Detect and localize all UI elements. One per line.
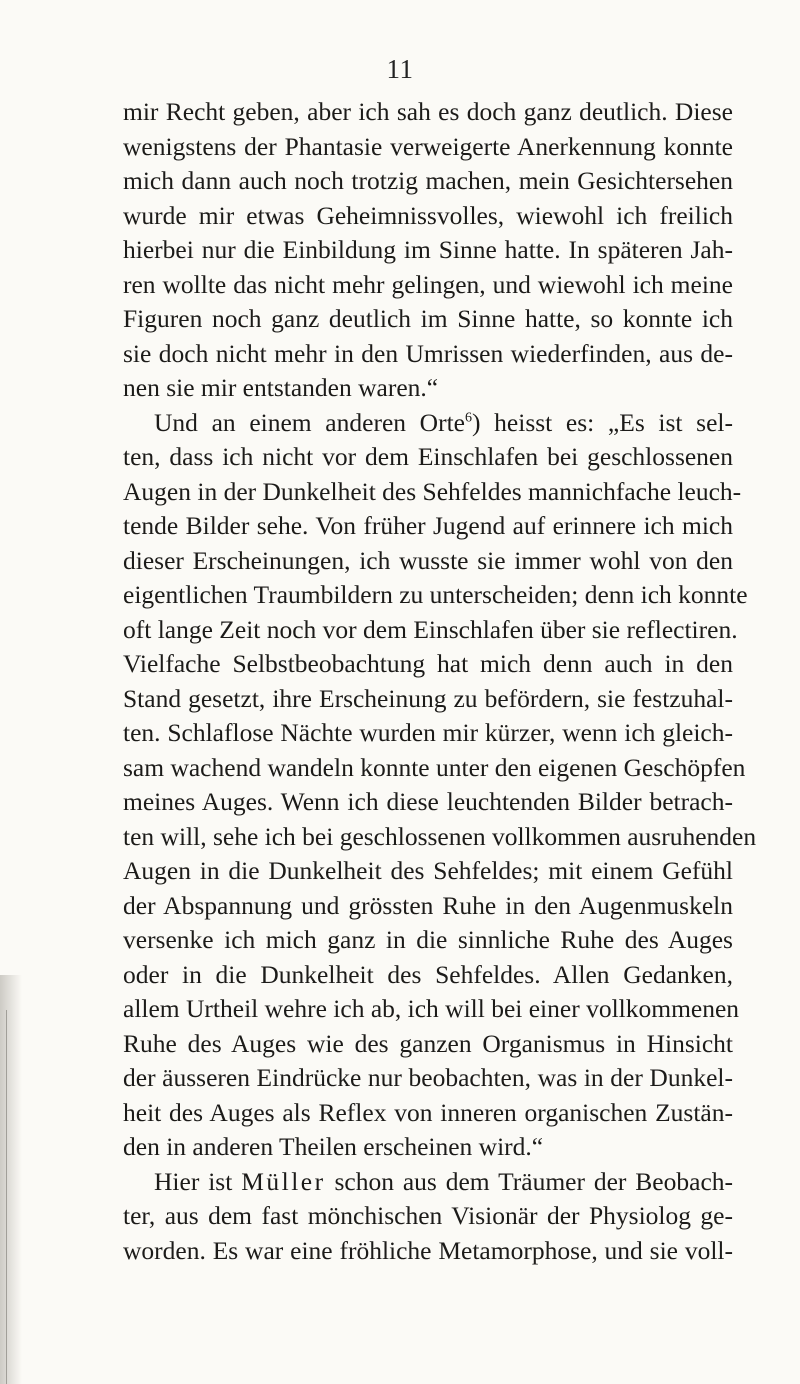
text-line-paragraph-start <box>123 1165 733 1200</box>
footnote-reference: 6 <box>465 410 472 425</box>
text-line: mir Recht geben, aber ich sah es doch ganz deutlich. Diese <box>123 97 733 126</box>
text-line: wurde mir etwas Geheimnissvolles, wiewohl ich freilich <box>123 200 733 230</box>
text-line: sie doch nicht mehr in den Umrissen wiederfinden, aus de- <box>123 338 733 368</box>
line-segment: Hier ist <box>154 1166 242 1196</box>
text-line: der Abspannung und grössten Ruhe in den Augenmuskeln <box>123 890 733 920</box>
text-line: versenke ich mich ganz in die sinnliche Ruhe des Auges <box>123 925 733 954</box>
page-edge-line <box>6 1010 7 1384</box>
text-line: Vielfache Selbstbeobachtung hat mich denn auch in den <box>123 649 733 678</box>
text-line: Stand gesetzt, ihre Erscheinung zu befördern, sie festzuhal- <box>123 683 733 713</box>
text-line: ter, aus dem fast mönchischen Visionär der Physiolog ge- <box>123 1201 733 1230</box>
line-segment: ) heisst es: „Es ist sel- <box>472 407 734 437</box>
text-line: heit des Auges als Reflex von inneren organischen Zustän- <box>123 1097 733 1127</box>
page-number: 11 <box>386 54 414 84</box>
text-line: eigentlichen Traumbildern zu unterscheiden; denn ich konnte <box>123 580 748 609</box>
text-line: meines Auges. Wenn ich diese leuchtenden Bilder betrach- <box>123 787 733 816</box>
text-line: ten. Schlaflose Nächte wurden mir kürzer, wenn ich gleich- <box>123 718 733 747</box>
text-line: mich dann auch noch trotzig machen, mein Gesichtersehen <box>123 166 733 195</box>
text-line: ten will, sehe ich bei geschlossenen vollkommen ausruhenden <box>123 821 757 851</box>
text-line: tende Bilder sehe. Von früher Jugend auf erinnere ich mich <box>123 511 733 540</box>
line-segment: schon aus dem Träumer der Beobach- <box>325 1166 733 1196</box>
text-line: sam wachend wandeln konnte unter den eigenen Geschöpfen <box>123 752 746 782</box>
text-line: worden. Es war eine fröhliche Metamorphose, und sie voll- <box>123 1235 733 1265</box>
text-line: oft lange Zeit noch vor dem Einschlafen über sie reflectiren. <box>123 614 738 644</box>
text-line: Augen in der Dunkelheit des Sehfeldes mannichfache leuch- <box>123 476 742 506</box>
text-line: Figuren noch ganz deutlich im Sinne hatte, so konnte ich <box>123 304 733 333</box>
text-line-paragraph-end: nen sie mir entstanden waren.“ <box>123 373 439 402</box>
text-line: dieser Erscheinungen, ich wusste sie immer wohl von den <box>123 545 733 575</box>
text-line: der äusseren Eindrücke nur beobachten, was in der Dunkel- <box>123 1063 733 1092</box>
text-line: wenigstens der Phantasie verweigerte Anerkennung konnte <box>123 131 733 161</box>
emphasized-name: Müller <box>241 1166 326 1196</box>
text-line-paragraph-start <box>123 406 733 441</box>
text-line: oder in die Dunkelheit des Sehfeldes. Allen Gedanken, <box>123 959 733 989</box>
text-line: ren wollte das nicht mehr gelingen, und wiewohl ich meine <box>123 269 733 299</box>
line-segment: Und an einem anderen Orte <box>154 407 465 437</box>
text-line: hierbei nur die Einbildung im Sinne hatte. In späteren Jah- <box>123 235 733 264</box>
page-edge-shadow <box>0 975 22 1384</box>
text-line: Ruhe des Auges wie des ganzen Organismus in Hinsicht <box>123 1028 733 1058</box>
body-text <box>123 95 757 1268</box>
text-line: allem Urtheil wehre ich ab, ich will bei einer vollkommenen <box>123 994 740 1023</box>
text-line-paragraph-end: den in anderen Theilen erscheinen wird.“ <box>123 1132 544 1161</box>
text-line: Augen in die Dunkelheit des Sehfeldes; mit einem Gefühl <box>123 856 733 885</box>
text-line: ten, dass ich nicht vor dem Einschlafen bei geschlossenen <box>123 442 733 471</box>
